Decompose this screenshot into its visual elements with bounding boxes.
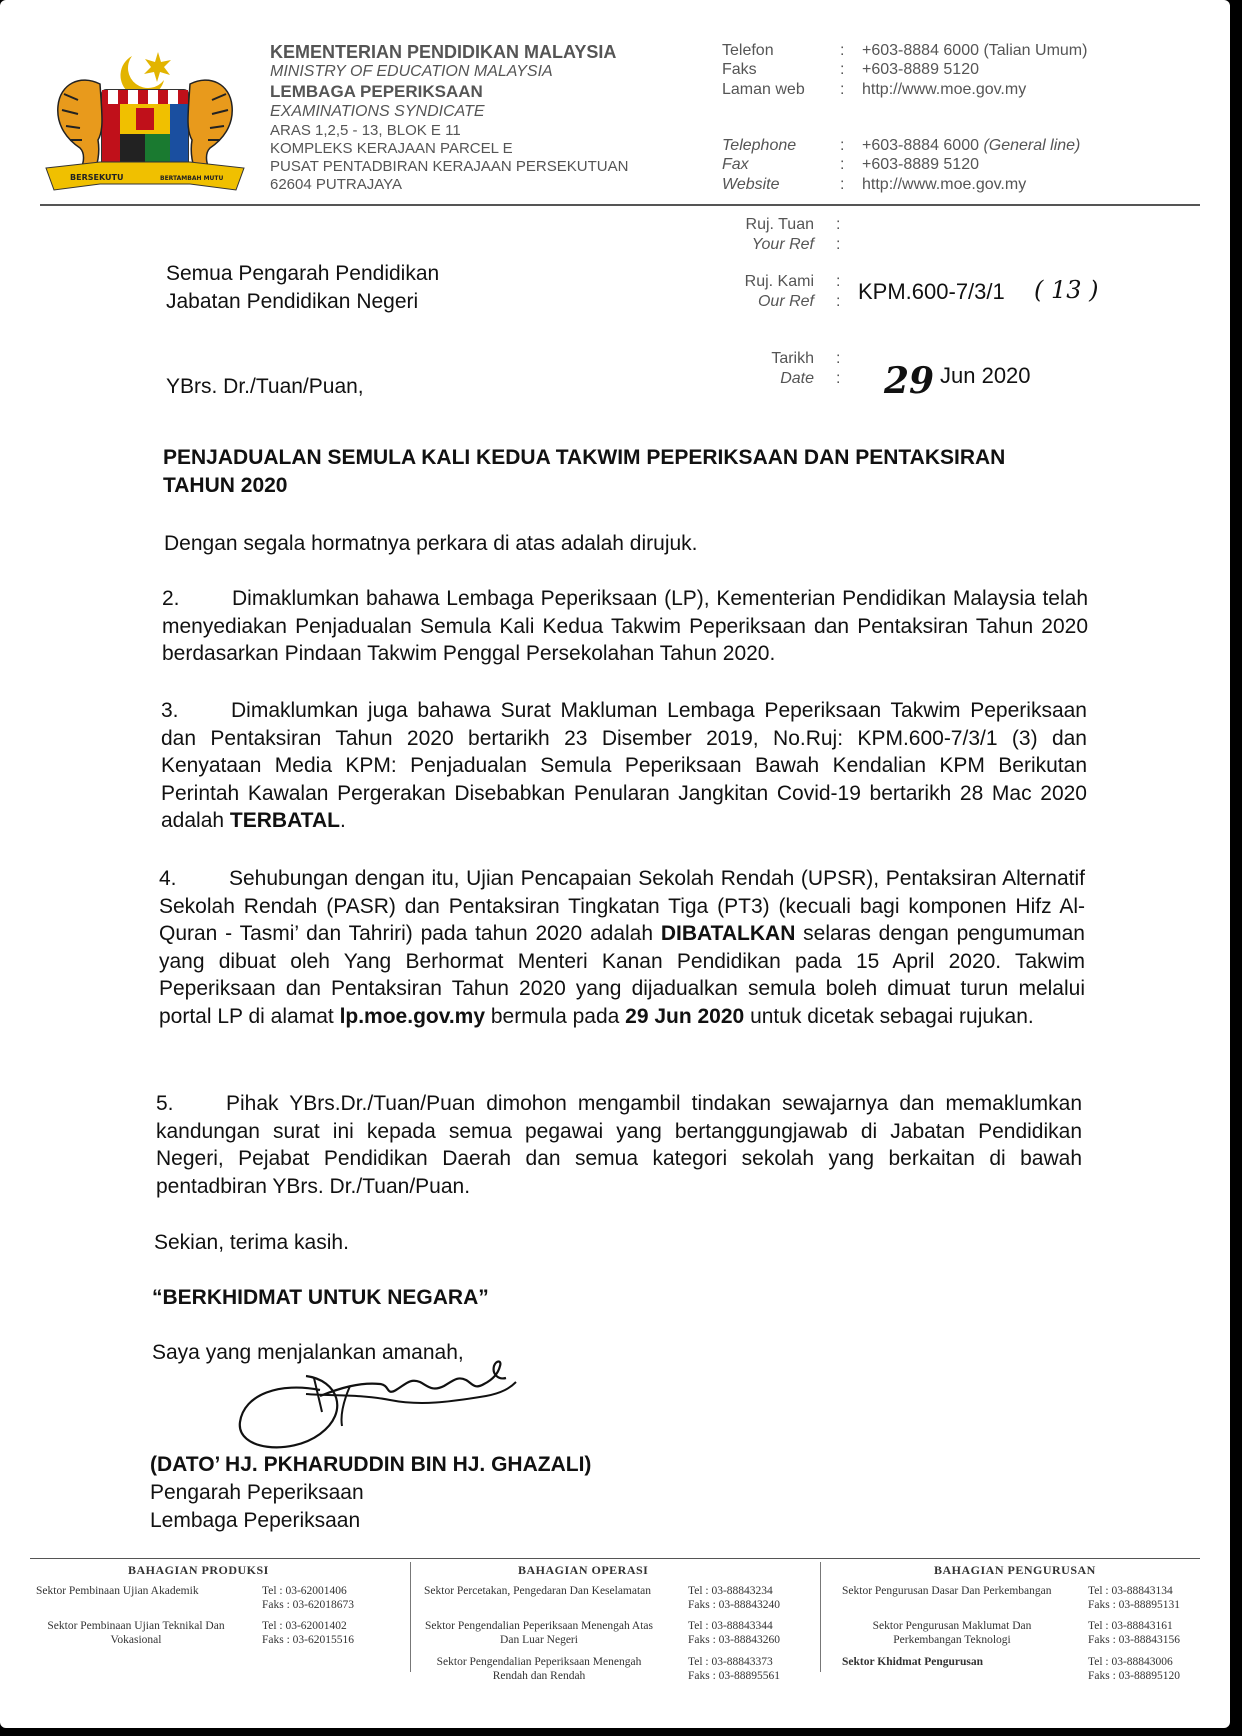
paragraph-text: untuk dicetak sebagai rujukan. [744, 1004, 1034, 1028]
signer-title: Pengarah Peperiksaan [150, 1481, 364, 1504]
colon: : [840, 61, 845, 78]
address-line: PUSAT PENTADBIRAN KERAJAAN PERSEKUTUAN [270, 158, 629, 175]
footer-heading-pengurusan: BAHAGIAN PENGURUSAN [934, 1563, 1096, 1577]
footer-unit: Sektor Pengurusan Maklumat Dan Perkembangan Teknologi [872, 1620, 1032, 1646]
footer-unit: Sektor Percetakan, Pengedaran Dan Keselamatan [424, 1585, 652, 1597]
footer-heading-operasi: BAHAGIAN OPERASI [518, 1563, 649, 1577]
contact-label-phone-ms: Telefon [722, 42, 774, 59]
paragraph-2 [162, 585, 1088, 668]
footer-column-divider [820, 1562, 821, 1672]
header-divider [40, 204, 1200, 206]
header-department [270, 42, 628, 194]
your-ref-label-ms: Ruj. Tuan [745, 216, 814, 233]
our-ref-label-en: Our Ref [757, 293, 814, 310]
our-ref-value: KPM.600-7/3/1 [858, 279, 1005, 304]
footer-unit: Sektor Pengendalian Peperiksaan Menengah Rendah dan Rendah [436, 1656, 642, 1682]
footer-fax: Faks : 03-88895131 [1088, 1599, 1180, 1611]
paragraph-4 [159, 865, 1085, 1030]
footer-unit: Sektor Pembinaan Ujian Akademik [36, 1585, 199, 1597]
address-line: 62604 PUTRAJAYA [270, 176, 403, 193]
footer-tel: Tel : 03-62001406 [262, 1585, 347, 1597]
colon: : [840, 137, 845, 154]
colon: : [840, 81, 845, 98]
footer-unit: Sektor Khidmat Pengurusan [842, 1656, 984, 1668]
letter-title-line-1: PENJADUALAN SEMULA KALI KEDUA TAKWIM PEPERIKSAAN DAN PENTAKSIRAN [163, 446, 1006, 469]
paragraph-text: Dimaklumkan bahawa Lembaga Peperiksaan (LP), Kementerian Pendidikan Malaysia telah menyediakan Penjadualan Semula Kali Kedua Takwim Peperiksaan dan Pentaksiran Tahun 2020 berdasarkan Pindaan Takwim Penggal Persekolahan Tahun 2020. [162, 587, 1088, 665]
colon: : [836, 216, 841, 233]
footer-unit: Sektor Pembinaan Ujian Teknikal Dan Vokasional [47, 1620, 225, 1646]
footer-tel: Tel : 03-62001402 [262, 1620, 347, 1632]
date-label-en: Date [780, 370, 814, 387]
footer-tel: Tel : 03-88843161 [1088, 1620, 1173, 1632]
paragraph-number: 2. [162, 587, 180, 610]
paragraph-emphasis: 29 Jun 2020 [625, 1004, 745, 1028]
salutation: YBrs. Dr./Tuan/Puan, [166, 375, 364, 398]
paragraph-number: 3. [161, 699, 179, 722]
ministry-name-en: MINISTRY OF EDUCATION MALAYSIA [270, 63, 553, 80]
footer-tel: Tel : 03-88843344 [688, 1620, 773, 1632]
colon: : [836, 293, 841, 310]
closing-motto: “BERKHIDMAT UNTUK NEGARA” [152, 1286, 489, 1309]
footer-fax: Faks : 03-88843240 [688, 1599, 780, 1611]
your-ref-label-en: Your Ref [751, 236, 814, 253]
address-line: ARAS 1,2,5 - 13, BLOK E 11 [270, 122, 461, 139]
footer-heading-produksi: BAHAGIAN PRODUKSI [128, 1563, 269, 1577]
paragraph-text: selaras dengan pengumuman yang dibuat oleh Yang Berhormat Menteri Kanan Pendidikan pada 15 April 2020. Takwim Peperiksaan dan Pentaksiran Tahun 2020 yang dijadualkan semula boleh dimuat turun melalui portal LP di alamat [159, 922, 1085, 1028]
date-value: Jun 2020 [940, 363, 1031, 388]
opening-line: Dengan segala hormatnya perkara di atas adalah dirujuk. [164, 532, 698, 555]
letter-title-line-2: TAHUN 2020 [163, 474, 288, 497]
contact-phone-en [862, 137, 1080, 155]
contact-fax-ms: +603-8889 5120 [862, 61, 979, 78]
handwritten-signature [210, 1330, 530, 1460]
colon: : [840, 156, 845, 173]
colon: : [840, 42, 845, 59]
ministry-name-ms: KEMENTERIAN PENDIDIKAN MALAYSIA [270, 42, 617, 62]
footer-fax: Faks : 03-62015516 [262, 1634, 354, 1646]
recipient-line-1: Semua Pengarah Pendidikan [166, 262, 440, 285]
paragraph-text: Pihak YBrs.Dr./Tuan/Puan dimohon mengambil tindakan sewajarnya dan memaklumkan kandungan surat ini kepada semua pegawai yang bertanggungjawab di Jabatan Pendidikan Negeri, Pejabat Pendidikan Daerah dan semua kategori sekolah yang berkaitan di bawah pentadbiran YBrs. Dr./Tuan/Puan. [156, 1092, 1082, 1198]
our-ref-label-ms: Ruj. Kami [744, 273, 814, 290]
colon: : [840, 176, 845, 193]
malaysia-coat-of-arms-icon [40, 44, 250, 204]
svg-text:BERSEKUTU: BERSEKUTU [70, 173, 124, 182]
contact-label-fax-ms: Faks [722, 61, 757, 78]
contact-label-web-en: Website [722, 176, 780, 193]
contact-phone-en-value: +603-8884 6000 [862, 137, 979, 154]
date-day-handwritten: 29 [884, 360, 935, 402]
footer-tel: Tel : 03-88843006 [1088, 1656, 1173, 1668]
paragraph-text-tail: . [339, 809, 346, 832]
footer-fax: Faks : 03-88895561 [688, 1670, 780, 1682]
letter-title [163, 444, 1093, 500]
contact-website-en[interactable]: http://www.moe.gov.my [862, 176, 1027, 193]
signer-organization: Lembaga Peperiksaan [150, 1509, 361, 1532]
closing-thanks: Sekian, terima kasih. [154, 1231, 349, 1254]
contact-label-fax-en: Fax [722, 156, 749, 173]
closing-trust: Saya yang menjalankan amanah, [152, 1341, 464, 1364]
colon: : [836, 370, 841, 387]
svg-text:BERTAMBAH MUTU: BERTAMBAH MUTU [160, 175, 224, 182]
contact-label-web-ms: Laman web [722, 81, 805, 98]
paragraph-number: 4. [159, 867, 177, 890]
paragraph-3 [161, 697, 1087, 835]
footer-tel: Tel : 03-88843234 [688, 1585, 773, 1597]
signer-name: (DATO’ HJ. PKHARUDDIN BIN HJ. GHAZALI) [150, 1453, 592, 1476]
paragraph-text: Dimaklumkan juga bahawa Surat Makluman Lembaga Peperiksaan Takwim Peperiksaan dan Pentaksiran Tahun 2020 bertarikh 23 Disember 2019, No.Ruj: KPM.600-7/3/1 (3) dan Kenyataan Media KPM: Penjadualan Semula Peperiksaan Bawah Kendalian KPM Berikutan Perintah Kawalan Pergerakan Disebabkan Penularan Jangkitan Covid-19 bertarikh 28 Mac 2020 adalah [161, 699, 1087, 832]
paragraph-text: Sehubungan dengan itu, Ujian Pencapaian Sekolah Rendah (UPSR), Pentaksiran Alternatif Sekolah Rendah (PASR) dan Pentaksiran Tingkatan Tiga (PT3) (kecuali bagi komponen Hifz Al-Quran - Tasmi’ dan Tahriri) pada tahun 2020 adalah [159, 867, 1085, 945]
contact-fax-en: +603-8889 5120 [862, 156, 979, 173]
board-name-ms: LEMBAGA PEPERIKSAAN [270, 82, 483, 101]
colon: : [836, 350, 841, 367]
contact-phone-en-note: (General line) [983, 137, 1081, 154]
paragraph-emphasis: DIBATALKAN [660, 922, 796, 945]
contact-label-phone-en: Telephone [722, 137, 797, 154]
footer-unit: Sektor Pengurusan Dasar Dan Perkembangan [842, 1585, 1052, 1597]
portal-link[interactable]: lp.moe.gov.my [339, 1004, 486, 1028]
footer-fax: Faks : 03-88843260 [688, 1634, 780, 1646]
date-label-ms: Tarikh [771, 350, 814, 367]
footer-unit: Sektor Pengendalian Peperiksaan Menengah Atas Dan Luar Negeri [424, 1620, 654, 1646]
footer-tel: Tel : 03-88843373 [688, 1656, 773, 1668]
colon: : [836, 236, 841, 253]
footer-fax: Faks : 03-88895120 [1088, 1670, 1180, 1682]
paragraph-number: 5. [156, 1092, 174, 1115]
contact-website-ms[interactable]: http://www.moe.gov.my [862, 81, 1027, 98]
recipient-line-2: Jabatan Pendidikan Negeri [166, 290, 419, 313]
footer-fax: Faks : 03-88843156 [1088, 1634, 1180, 1646]
paragraph-emphasis: TERBATAL [229, 809, 340, 832]
colon: : [836, 273, 841, 290]
contact-phone-ms: +603-8884 6000 (Talian Umum) [862, 42, 1088, 59]
address-line: KOMPLEKS KERAJAAN PARCEL E [270, 140, 513, 157]
our-ref-handwritten: ( 13 ) [1034, 276, 1099, 304]
paragraph-text: bermula pada [485, 1004, 626, 1028]
paragraph-5 [156, 1090, 1082, 1200]
footer-tel: Tel : 03-88843134 [1088, 1585, 1173, 1597]
footer-divider [30, 1558, 1200, 1559]
board-name-en: EXAMINATIONS SYNDICATE [270, 103, 485, 120]
footer-fax: Faks : 03-62018673 [262, 1599, 354, 1611]
footer-column-divider [410, 1562, 411, 1672]
